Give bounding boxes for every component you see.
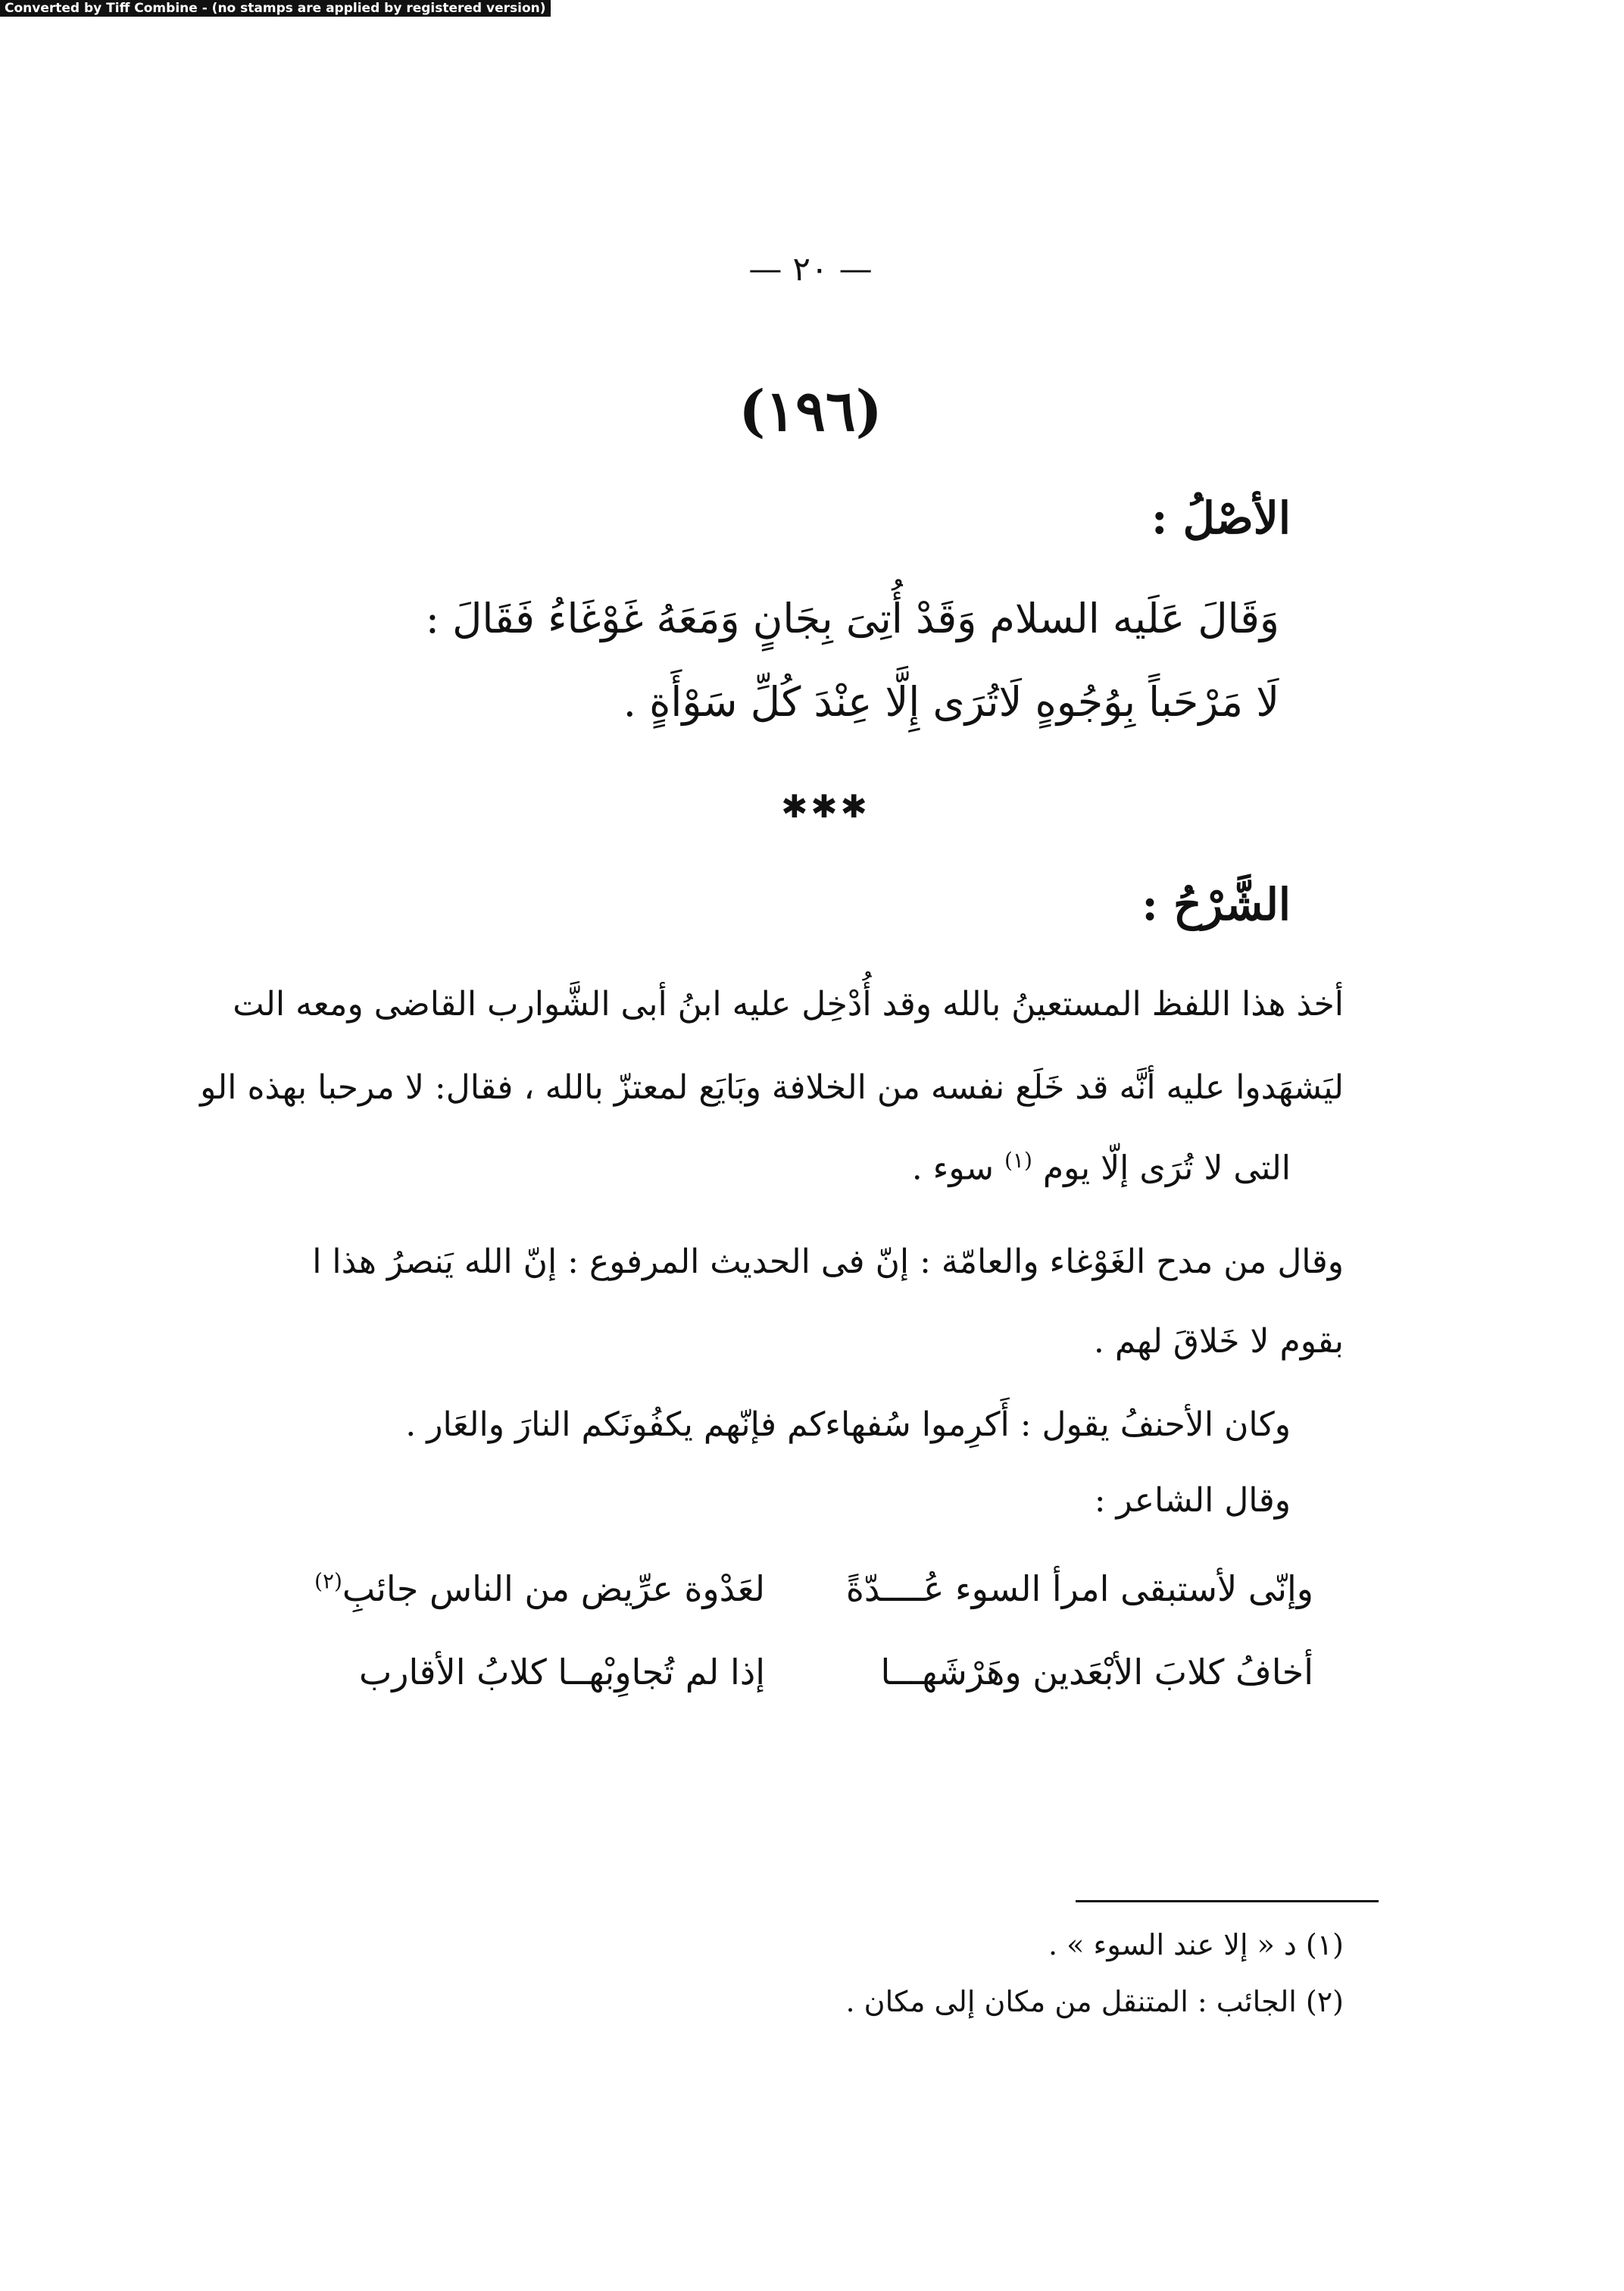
verse-2-second-hemistich: إذا لم تُجاوِبْهــا كلابُ الأقارب [358, 1652, 765, 1692]
original-heading: الأصْلُ : [1151, 492, 1291, 544]
footnote-ref-2: (٢) [314, 1568, 342, 1594]
commentary-heading: الشَّرْحُ : [1141, 879, 1291, 930]
verse-1-second-text: لعَدْوة عرِّيض من الناس جائبِ [342, 1568, 765, 1609]
footnote-1: (١) د « إلا عند السوء » . [1048, 1928, 1344, 1961]
commentary-p2-line-1: وقال من مدح الغَوْغاء والعامّة : إنّ فى الحديث المرفوع : إنّ الله يَنصرُ هذا ا [312, 1242, 1344, 1281]
original-text-line-2: لَا مَرْحَباً بِوُجُوهٍ لَاتُرَى إِلَّا عِنْدَ كُلِّ سَوْأَةٍ . [623, 678, 1279, 726]
verse-1-second-hemistich [314, 1568, 765, 1609]
footnote-divider [1076, 1900, 1379, 1902]
converter-banner: Converted by Tiff Combine - (no stamps are applied by registered version) [0, 0, 551, 17]
original-text-line-1: وَقَالَ عَلَيه السلام وَقَدْ أُتِىَ بِجَانٍ وَمَعَهُ غَوْغَاءُ فَقَالَ : [425, 595, 1279, 642]
footnote-2: (٢) الجائب : المتنقل من مكان إلى مكان . [845, 1985, 1344, 2018]
footnote-ref-1: (١) [1004, 1148, 1032, 1173]
section-separator: ✱✱✱ [781, 788, 870, 825]
entry-number: (١٩٦) [739, 379, 882, 444]
commentary-p2-line-2: بقوم لا خَلاقَ لهم . [1093, 1322, 1344, 1361]
commentary-p1-line-2: ليَشهَدوا عليه أنَّه قد خَلَع نفسه من الخلافة وبَايَع لمعتزّ بالله ، فقال: لا مرحبا بهذه الو [200, 1068, 1344, 1107]
commentary-p1-line-3-end: سوء . [911, 1149, 994, 1188]
commentary-p4-line-1: وقال الشاعر : [1094, 1481, 1291, 1520]
verse-1-first-hemistich: وإنّى لأستبقى امرأ السوء عُــــدّةً [845, 1568, 1313, 1609]
verse-2-first-hemistich: أخافُ كلابَ الأبْعَدين وهَرْشَهـــا [880, 1652, 1313, 1692]
commentary-p3-line-1: وكان الأحنفُ يقول : أَكرِموا سُفهاءكم فإنّهم يكفُونَكم النارَ والعَار . [405, 1405, 1291, 1444]
commentary-p1-line-3 [912, 1148, 1291, 1188]
commentary-p1-line-1: أخذ هذا اللفظ المستعينُ بالله وقد أُدْخِل عليه ابنُ أبى الشَّوارب القاضى ومعه الت [233, 985, 1344, 1024]
commentary-p1-line-3-text: التى لا تُرَى إلّا يوم [1042, 1149, 1291, 1188]
page-number: — ٢٠ — [748, 250, 873, 289]
